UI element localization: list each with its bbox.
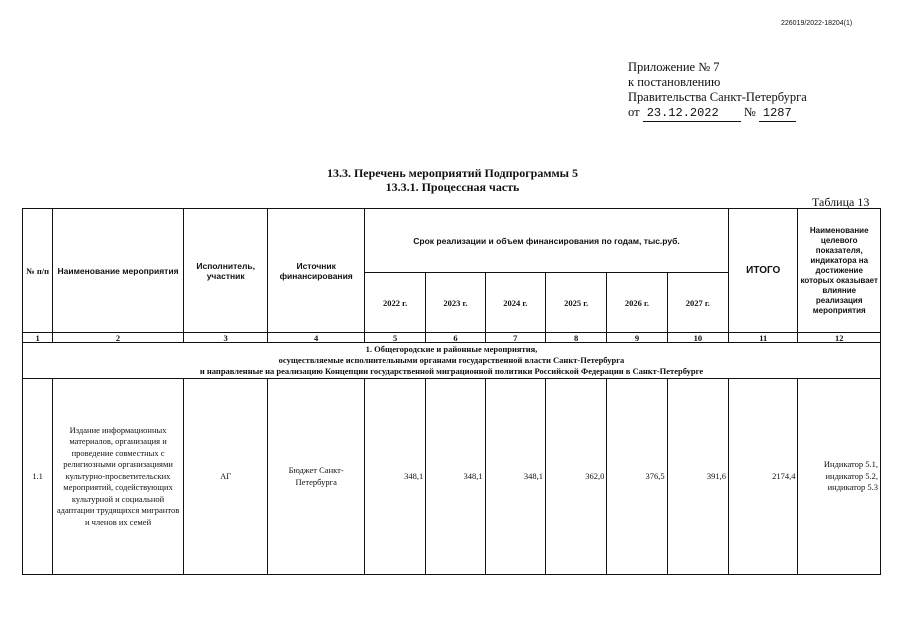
column-number: 9 <box>607 333 667 343</box>
header-year: 2023 г. <box>426 273 485 333</box>
header-indicator: Наименование целевого показателя, индикатора на достижение которых оказывает влияние реализация мероприятия <box>798 209 881 333</box>
header-year: 2025 г. <box>545 273 606 333</box>
column-number: 3 <box>183 333 267 343</box>
table-label: Таблица 13 <box>812 195 870 209</box>
appendix-line-2: к постановлению <box>628 75 721 89</box>
appendix-date: 23.12.2022 <box>643 106 741 122</box>
column-number: 1 <box>23 333 53 343</box>
page-subtitle: 13.3.1. Процессная часть <box>385 180 520 194</box>
header-name: Наименование мероприятия <box>53 209 184 333</box>
column-number: 7 <box>485 333 545 343</box>
table-row <box>23 379 881 575</box>
column-number: 5 <box>364 333 425 343</box>
row-source: Бюджет Санкт-Петербурга <box>268 379 365 575</box>
row-value: 362,0 <box>545 379 606 575</box>
row-indicator: Индикатор 5.1, индикатор 5.2, индикатор 5.3 <box>798 379 881 575</box>
header-source: Источник финансирования <box>268 209 365 333</box>
number-prefix: № <box>743 105 756 119</box>
header-total: ИТОГО <box>729 209 798 333</box>
header-year: 2022 г. <box>364 273 425 333</box>
section-line-1: 1. Общегородские и районные мероприятия, <box>365 344 538 354</box>
appendix-date-line <box>628 105 807 122</box>
row-value: 348,1 <box>364 379 425 575</box>
appendix-line-1: Приложение № 7 <box>628 60 720 74</box>
column-number: 2 <box>53 333 184 343</box>
date-prefix: от <box>628 105 640 119</box>
header-period: Срок реализации и объем финансирования по годам, тыс.руб. <box>364 209 728 273</box>
row-value: 376,5 <box>607 379 667 575</box>
column-number: 12 <box>798 333 881 343</box>
header-year: 2024 г. <box>485 273 545 333</box>
header-year: 2027 г. <box>667 273 728 333</box>
row-num: 1.1 <box>23 379 53 575</box>
section-row <box>23 343 881 379</box>
row-executor: АГ <box>183 379 267 575</box>
measures-table <box>22 208 881 575</box>
row-total: 2174,4 <box>729 379 798 575</box>
appendix-number: 1287 <box>759 106 796 122</box>
row-value: 348,1 <box>426 379 485 575</box>
row-value: 391,6 <box>667 379 728 575</box>
page-title: 13.3. Перечень мероприятий Подпрограммы 5 <box>326 166 579 180</box>
section-heading <box>23 343 881 379</box>
column-number: 4 <box>268 333 365 343</box>
column-number-row <box>23 333 881 343</box>
column-number: 8 <box>545 333 606 343</box>
appendix-line-3: Правительства Санкт-Петербурга <box>628 90 807 104</box>
appendix-block <box>628 60 807 122</box>
section-line-3: и направленные на реализацию Концепции государственной миграционной политики Российской Федерации в Санкт-Петербурге <box>199 366 704 376</box>
row-name: Издание информационных материалов, организация и проведение совместных с религиозными организациями культурно-просветительских мероприятий, содействующих культурной и социальной адаптации трудящихся мигрантов и членов их семей <box>53 379 184 575</box>
column-number: 11 <box>729 333 798 343</box>
header-year: 2026 г. <box>607 273 667 333</box>
column-number: 10 <box>667 333 728 343</box>
document-number: 226019/2022-18204(1) <box>781 20 853 27</box>
header-num: № п/п <box>23 209 53 333</box>
section-line-2: осуществляемые исполнительными органами государственной власти Санкт-Петербурга <box>278 355 625 365</box>
row-value: 348,1 <box>485 379 545 575</box>
header-executor: Исполнитель, участник <box>183 209 267 333</box>
column-number: 6 <box>426 333 485 343</box>
